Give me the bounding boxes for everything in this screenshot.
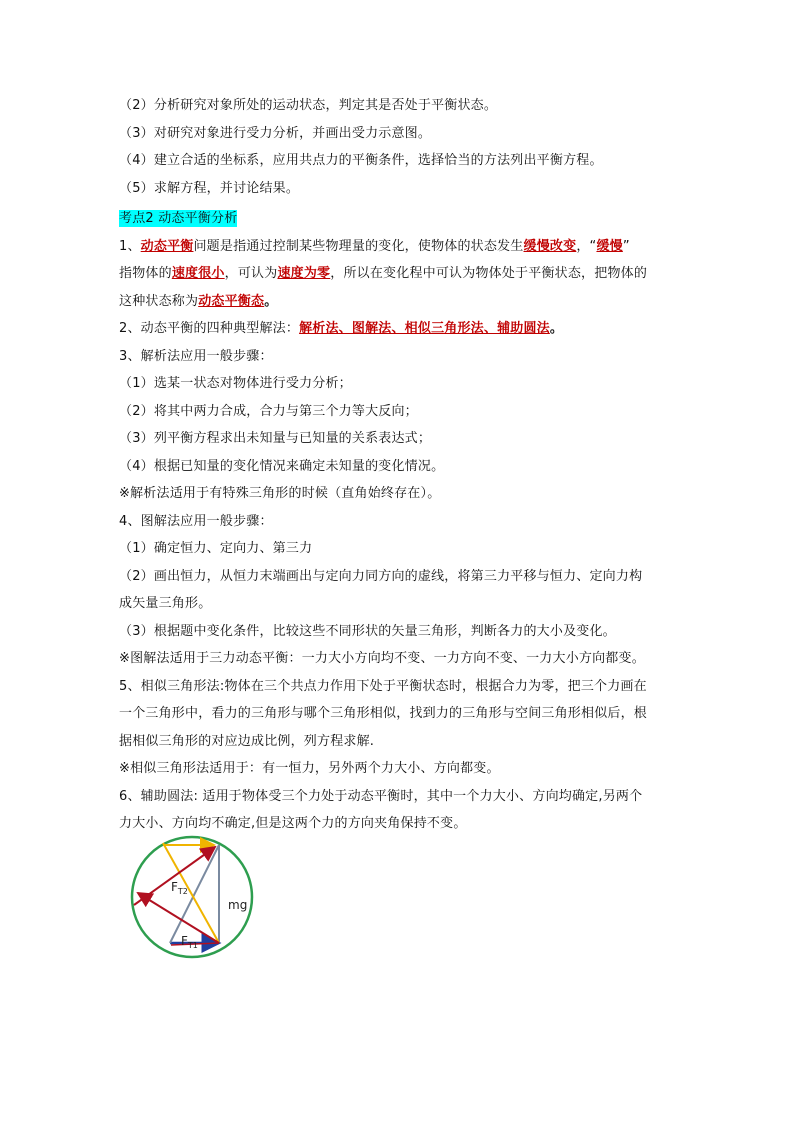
analytic-step-3: （3）列平衡方程求出未知量与已知量的关系表达式； — [119, 431, 432, 446]
para-1-line-2 — [119, 260, 679, 288]
text: 问题是指通过控制某些物理量的变化，使物体的状态发生 — [193, 238, 524, 254]
para-2 — [119, 315, 679, 343]
step-3: （3）对研究对象进行受力分析，并画出受力示意图。 — [119, 125, 432, 141]
emphasis: 动态平衡 — [140, 238, 194, 254]
emphasis: 速度为零 — [277, 266, 331, 281]
text: ，“ — [576, 238, 597, 254]
mg-label: mg — [228, 898, 248, 912]
step-4: （4）建立合适的坐标系，应用共点力的平衡条件，选择恰当的方法列出平衡方程。 — [119, 153, 603, 168]
para-1-line-1 — [119, 233, 679, 261]
graphic-title: 4、图解法应用一般步骤： — [119, 513, 273, 529]
ft1-label: $F_{T1}$ — [181, 934, 198, 950]
step-2: （2）分析研究对象所处的运动状态，判定其是否处于平衡状态。 — [119, 98, 498, 113]
section-heading — [119, 205, 679, 233]
auxiliary-circle-diagram — [119, 825, 264, 970]
text: 。 — [264, 293, 278, 309]
para-1-line-3 — [119, 288, 679, 316]
text: ，所以在变化程中可认为物体处于平衡状态，把物体的 — [330, 266, 648, 281]
emphasis: 缓慢改变 — [523, 238, 577, 254]
step-5: （5）求解方程，并讨论结果。 — [119, 180, 300, 196]
graphic-step-1: （1）确定恒力、定向力、第三力 — [119, 541, 313, 556]
text: 这种状态称为 — [119, 293, 199, 309]
section-heading-text: 考点2 动态平衡分析 — [119, 211, 238, 226]
graphic-step-2: （2）画出恒力，从恒力末端画出与定向力同方向的虚线，将第三力平移与恒力、定向力构 — [119, 568, 643, 584]
similar-line-1: 5、相似三角形法:物体在三个共点力作用下处于平衡状态时，根据合力为零，把三个力画在 — [119, 678, 647, 694]
emphasis: 缓慢 — [596, 238, 623, 254]
text: 。 — [549, 321, 564, 336]
document-body — [119, 92, 679, 838]
similar-note: ※相似三角形法适用于：有一恒力，另外两个力大小、方向都变。 — [119, 761, 500, 776]
circle-line-1: 6、辅助圆法: 适用于物体受三个力处于动态平衡时，其中一个力大小、方向均确定,另两个 — [119, 788, 643, 804]
graphic-note: ※图解法适用于三力动态平衡：一力大小方向均不变、一力方向不变、一力大小方向都变。 — [119, 651, 645, 666]
text: 指物体的 — [119, 266, 172, 281]
analytic-step-2: （2）将其中两力合成，合力与第三个力等大反向； — [119, 403, 418, 419]
analytic-note: ※解析法适用于有特殊三角形的时候（直角始终存在）。 — [119, 486, 441, 501]
analytic-title: 3、解析法应用一般步骤： — [119, 348, 273, 364]
text: ” — [622, 238, 630, 254]
red-arrow-left — [138, 893, 219, 943]
similar-line-2: 一个三角形中，看力的三角形与哪个三角形相似，找到力的三角形与空间三角形相似后，根 — [119, 706, 648, 721]
text: 2、动态平衡的四种典型解法： — [119, 321, 300, 336]
similar-line-3: 据相似三角形的对应边成比例，列方程求解. — [119, 733, 375, 749]
emphasis: 速度很小 — [171, 266, 225, 281]
graphic-step-3: （3）根据题中变化条件，比较这些不同形状的矢量三角形，判断各力的大小及变化。 — [119, 623, 616, 639]
emphasis: 动态平衡态 — [198, 293, 265, 309]
text: ，可认为 — [224, 266, 278, 281]
graphic-step-2-cont: 成矢量三角形。 — [119, 596, 212, 611]
analytic-step-1: （1）选某一状态对物体进行受力分析； — [119, 376, 352, 391]
ft2-label: $F_{T2}$ — [171, 880, 188, 896]
text: 1、 — [119, 238, 141, 254]
analytic-step-4: （4）根据已知量的变化情况来确定未知量的变化情况。 — [119, 458, 445, 474]
diagram-svg — [119, 825, 264, 970]
circle-line-2: 力大小、方向均不确定,但是这两个力的方向夹角保持不变。 — [119, 816, 467, 831]
emphasis: 解析法、图解法、相似三角形法、辅助圆法 — [299, 321, 550, 336]
